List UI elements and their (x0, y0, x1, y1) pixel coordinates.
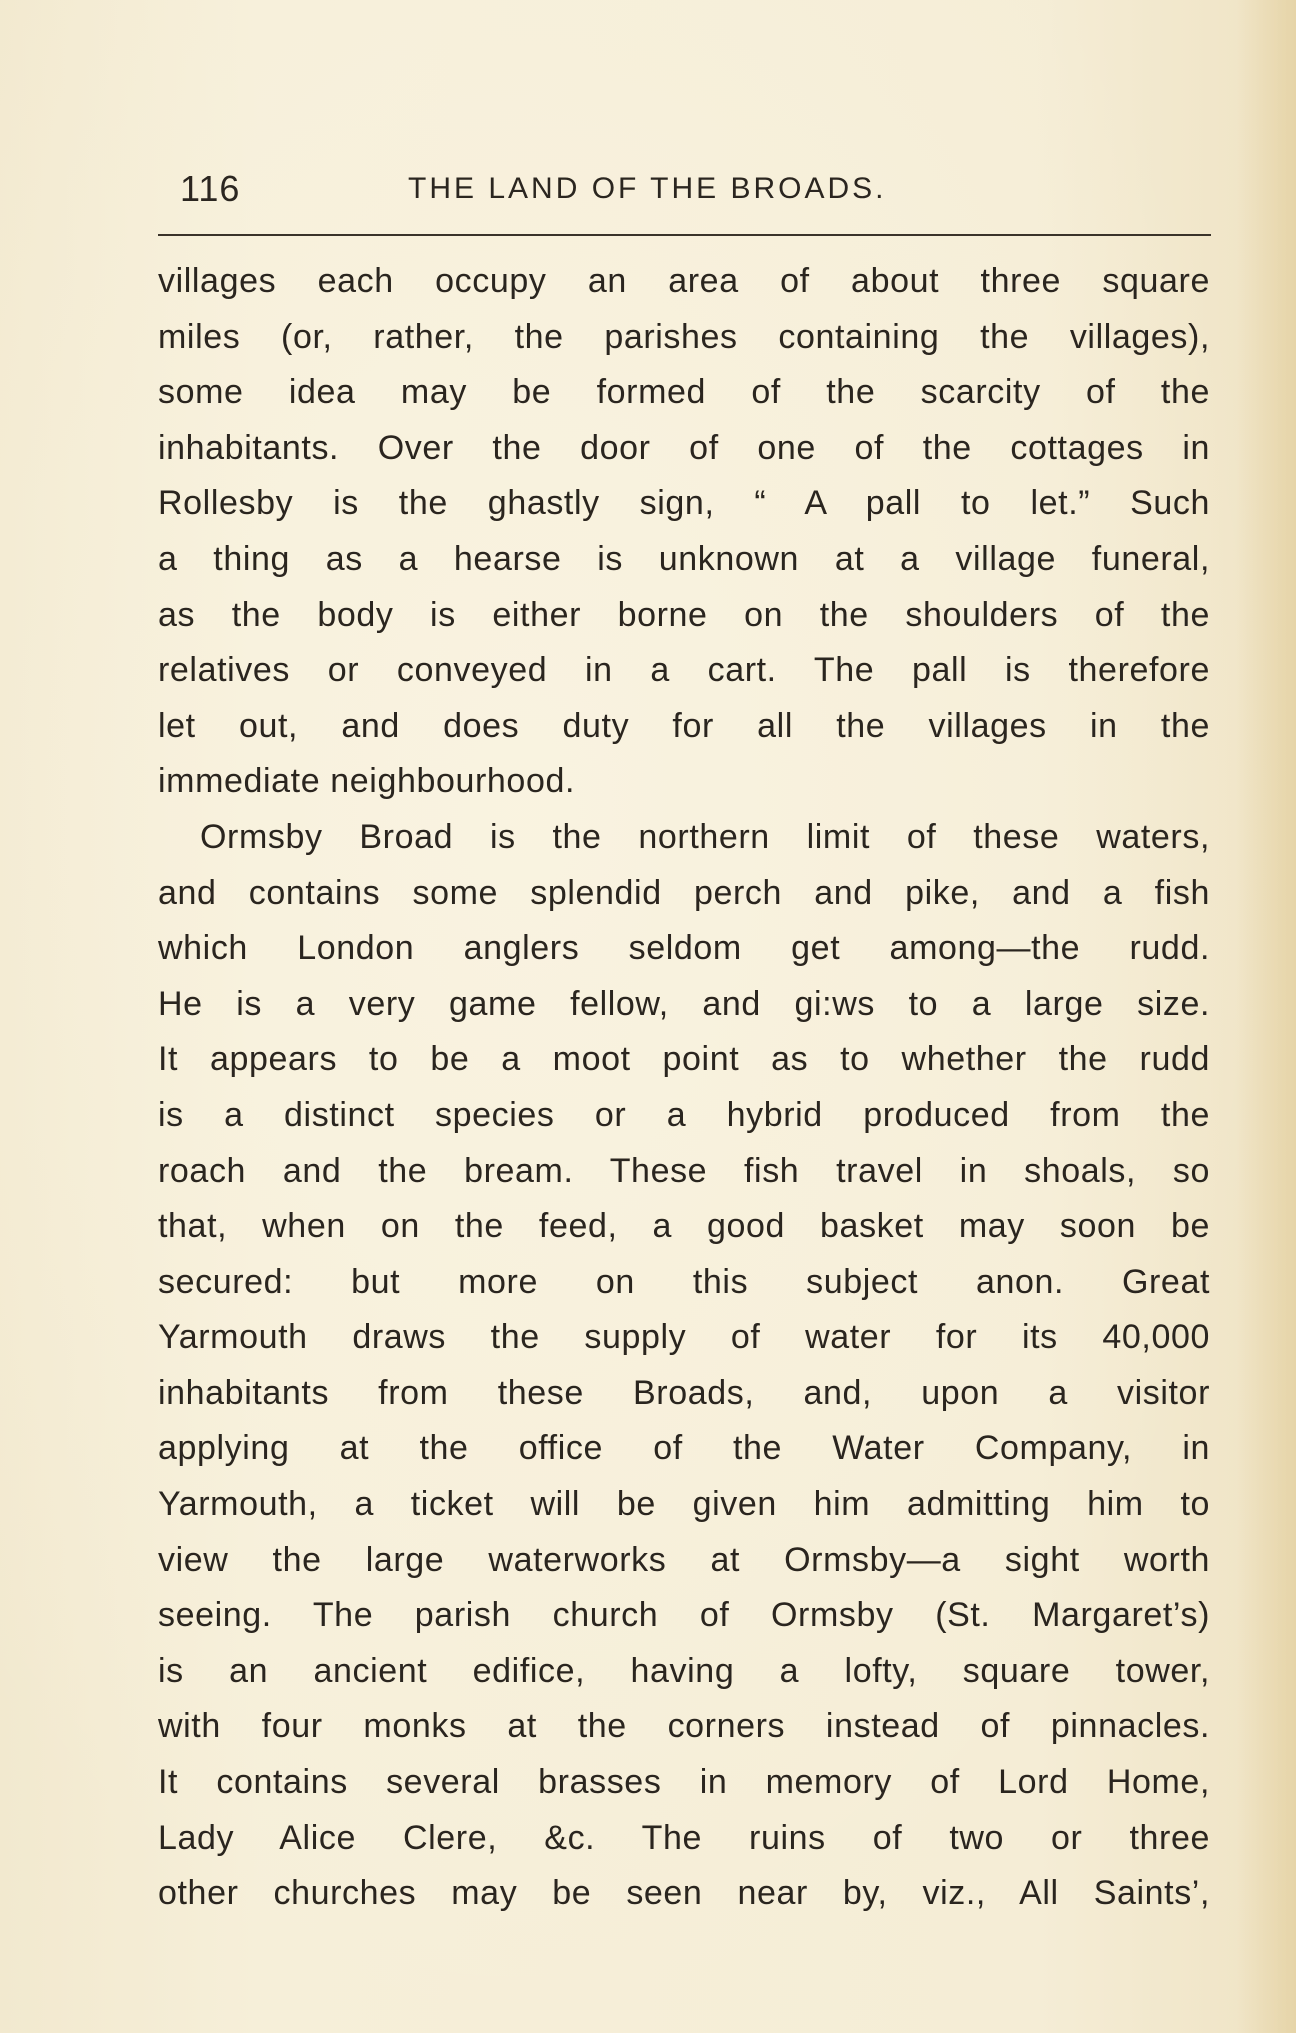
text-line: other churches may be seen near by, viz., All Saints’, (158, 1874, 1210, 1913)
text-line: is a distinct species or a hybrid produced from the (158, 1095, 1210, 1134)
text-line: He is a very game fellow, and gi:ws to a large size. (158, 984, 1210, 1023)
text-line: and contains some splendid perch and pike, and a fish (158, 873, 1210, 912)
text-line: a thing as a hearse is unknown at a village funeral, (158, 539, 1210, 578)
text-line: applying at the office of the Water Company, in (158, 1429, 1210, 1468)
page-number: 116 (180, 168, 241, 209)
running-head: THE LAND OF THE BROADS. (408, 172, 887, 205)
text-line: Rollesby is the ghastly sign, “ A pall to let.” Such (158, 484, 1210, 523)
text-line: Lady Alice Clere, &c. The ruins of two or three (158, 1818, 1210, 1857)
text-line: secured: but more on this subject anon. Great (158, 1262, 1210, 1301)
text-line: It contains several brasses in memory of Lord Home, (158, 1763, 1210, 1802)
text-line: inhabitants. Over the door of one of the cottages in (158, 428, 1210, 467)
paragraph-end-line: immediate neighbourhood. (158, 762, 576, 801)
text-line: with four monks at the corners instead of pinnacles. (158, 1707, 1210, 1746)
text-line: Yarmouth draws the supply of water for its 40,000 (158, 1318, 1210, 1357)
text-line: seeing. The parish church of Ormsby (St. Margaret’s) (158, 1596, 1210, 1635)
text-line: inhabitants from these Broads, and, upon a visitor (158, 1373, 1210, 1412)
paragraph-first-line: Ormsby Broad is the northern limit of these waters, (200, 817, 1210, 856)
text-line: is an ancient edifice, having a lofty, square tower, (158, 1651, 1210, 1690)
page-header (158, 168, 1208, 214)
text-line: let out, and does duty for all the villages in the (158, 706, 1210, 745)
text-line: as the body is either borne on the shoulders of the (158, 595, 1210, 634)
text-line: view the large waterworks at Ormsby—a sight worth (158, 1540, 1210, 1579)
text-line: that, when on the feed, a good basket may soon be (158, 1207, 1210, 1246)
text-line: roach and the bream. These fish travel in shoals, so (158, 1151, 1210, 1190)
body-text (158, 254, 1210, 1922)
page-edge-shading (1236, 0, 1296, 2033)
text-line: Yarmouth, a ticket will be given him admitting him to (158, 1485, 1210, 1524)
text-line: relatives or conveyed in a cart. The pall is therefore (158, 651, 1210, 690)
text-line: villages each occupy an area of about three square (158, 262, 1210, 300)
text-line: miles (or, rather, the parishes containing the villages), (158, 317, 1210, 356)
text-line: some idea may be formed of the scarcity of the (158, 373, 1210, 412)
text-line: It appears to be a moot point as to whether the rudd (158, 1040, 1210, 1079)
text-line: which London anglers seldom get among—the rudd. (158, 929, 1210, 968)
header-rule (158, 234, 1211, 236)
